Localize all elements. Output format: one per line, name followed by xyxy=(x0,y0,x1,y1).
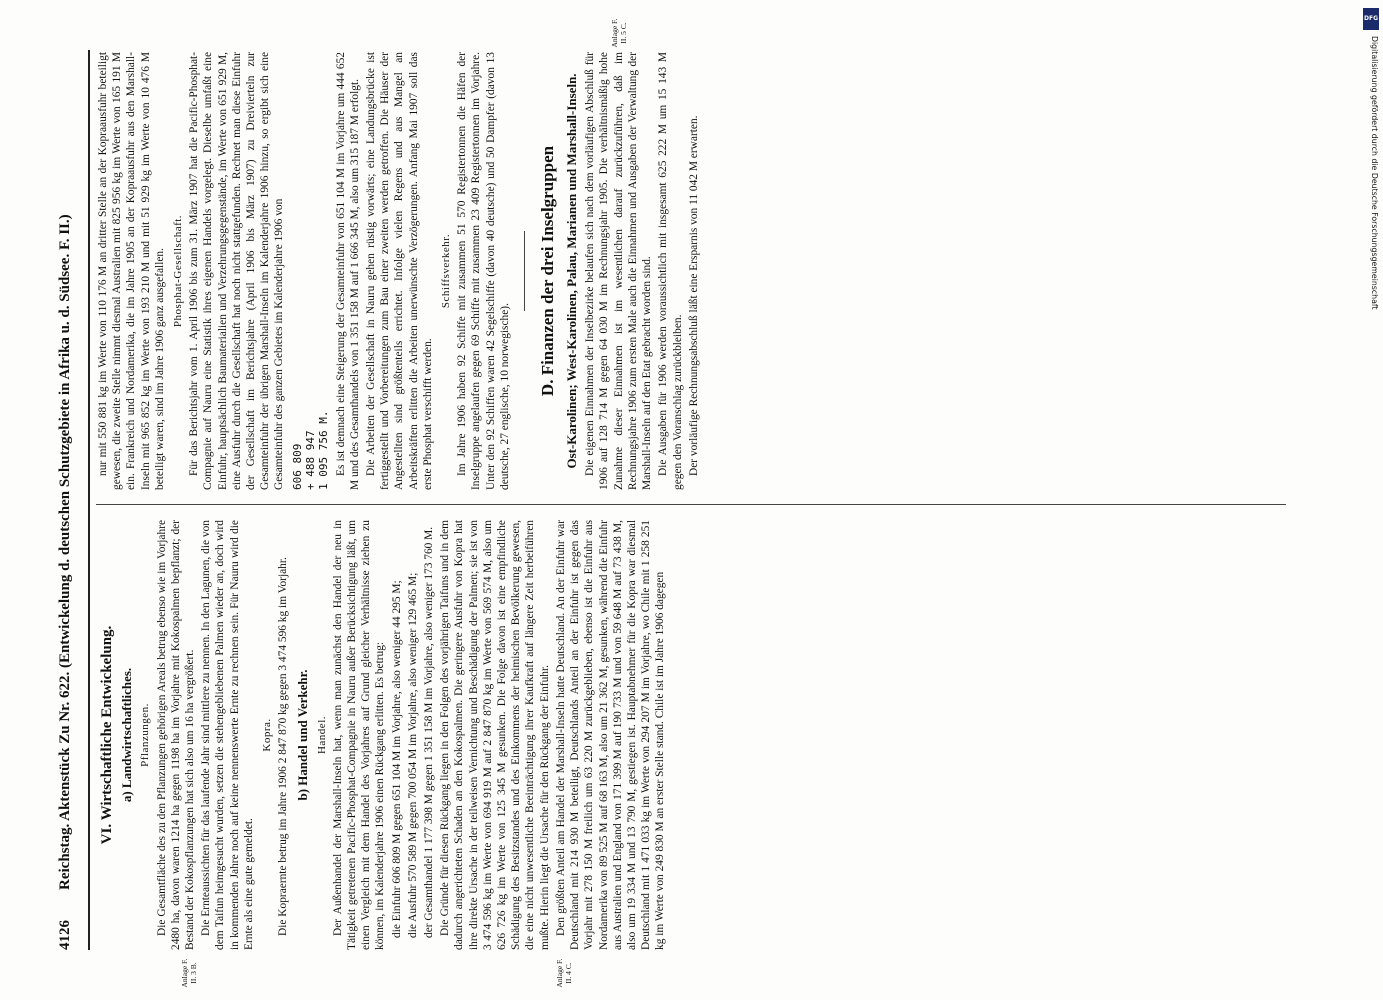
list-item: die Einfuhr 606 809 M gegen 651 104 M im Vorjahre, also weniger 44 295 M; xyxy=(390,580,403,938)
section-title: VI. Wirtschaftliche Entwickelung. xyxy=(99,625,115,845)
left-column xyxy=(96,520,670,950)
paragraph: Die Gesamtfläche des zu den Pflanzungen gehörigen Areals betrug ebenso wie im Vorjahre 2480 ha, davon waren 1214 ha gegen 1198 ha im Vorjahre mit Kokospalmen bepflanzt; der Bestand der Kokospflanzungen hat sich also um 16 ha vergrößert. xyxy=(155,520,197,950)
subsection-a: a) Landwirtschaftliches. xyxy=(119,667,135,803)
dfg-logo: DFG xyxy=(1363,8,1379,30)
paragraph: Den größten Anteil am Handel der Marshall-Inseln hatte Deutschland. An der Einfuhr war Deutschland mit 214 930 M beteiligt, Deutschlands Anteil an der Einfuhr ist gegen das Vorjahr mit 278 150 M freilich um 63 220 M zurückgeblieben, ebenso ist die Einfuhr aus Nordamerika von 89 525 M auf 68 163 M, also um 21 362 M, gesunken, während die Einfuhr aus Australien und England von 171 399 M auf 190 733 M und von 59 648 M auf 73 438 M, also um 19 334 M und 13 790 M, gestiegen ist. Hauptabnehmer für die Kopra war diesmal Deutschland mit 1 471 033 kg im Werte von 294 207 M im Vorjahre, wo Chile mit 1 258 251 kg im Werte von 249 830 M an erster Stelle stand. Chile ist im Jahre 1906 dagegen xyxy=(554,520,667,950)
paragraph: Der vorläufige Rechnungsabschluß läßt eine Ersparnis von 11 042 M erwarten. xyxy=(687,115,700,476)
heading-phosphat: Phosphat-Gesellschaft. xyxy=(172,214,185,328)
list-item: der Gesamthandel 1 177 398 M gegen 1 351 158 M im Vorjahre, also weniger 173 760 M. xyxy=(423,526,436,938)
page-number: 4126 xyxy=(57,920,73,950)
calc-value-a: 606 809 xyxy=(290,443,304,490)
paragraph: Die Ernteaussichten für das laufende Jahr sind mittlere zu nennen. In den Lagunen, die von dem Taifun heimgesucht wurden, setzen die stehengebliebenen Palmen wieder an, doch wird in kommenden Jahre noch auf keine nennenswerte Ernte zu rechnen sein. Für Nauru wird die Ernte als eine gute gemeldet. xyxy=(200,520,255,950)
heading-pflanzungen: Pflanzungen. xyxy=(139,703,152,767)
subsection-b: b) Handel und Verkehr. xyxy=(295,669,311,801)
calc-sum: 1 095 756 M. xyxy=(316,410,330,490)
calc-value-b: + 488 947 xyxy=(303,430,317,490)
rotated-sheet xyxy=(50,18,1330,988)
running-title: Reichstag. Aktenstück Zu Nr. 622. (Entwickelung d. deutschen Schutzgebiete in Afrika u. d. Südsee. F. II.) xyxy=(57,214,73,890)
paragraph: Der Außenhandel der Marshall-Inseln hat, wenn man zunächst den Handel der neu in Tätigkeit getretenen Pacific-Phosphat-Compagnie in Nauru außer Berücksichtigung läßt, um einen Vergleich mit dem Handel des Vorjahres auf Grund gleicher Verhältnisse ziehen zu können, im Kalenderjahre 1906 einen Rückgang erlitten. Es betrug: xyxy=(331,520,387,950)
section-d-subtitle: Ost-Karolinen; West-Karolinen, Palau, Marianen und Marshall-Inseln. xyxy=(564,73,580,469)
dfg-credit-text: Digitalisierung gefördert durch die Deutsche Forschungsgemeinschaft xyxy=(1370,36,1379,310)
margin-note-anlage-1: Anlage F. II. 3 B. xyxy=(180,958,198,988)
header-rule xyxy=(88,50,90,950)
paragraph: Die Ausgaben für 1906 werden voraussichtlich mit insgesamt 625 222 M um 15 143 M gegen den Voranschlag zurückbleiben. xyxy=(657,52,684,490)
margin-note-anlage-2: Anlage F. II. 4 C. xyxy=(555,958,573,988)
right-column xyxy=(96,52,703,490)
page-header xyxy=(50,50,84,950)
paragraph: Im Jahre 1906 haben 92 Schiffe mit zusammen 51 570 Registertonnen die Häfen der Inselgruppe angelaufen gegen 69 Schiffe mit zusammen 23 409 Registertonnen im Vorjahre. Unter den 92 Schiffen waren 42 Segelschiffe (davon 40 deutsche) und 50 Dampfer (davon 13 deutsche, 27 englische, 10 norwegische). xyxy=(456,52,511,490)
paragraph: Es ist demnach eine Steigerung der Gesamteinfuhr von 651 104 M im Vorjahre um 444 652 M und des Gesamthandels von 1 351 158 M auf 1 666 345 M, also um 315 187 M erfolgt. xyxy=(334,52,361,490)
list-item: die Ausfuhr 570 589 M gegen 700 054 M im Vorjahre, also weniger 129 465 M; xyxy=(406,572,419,938)
paragraph: Die Gründe für diesen Rückgang liegen in den Folgen des vorjährigen Taifuns und in dem dadurch angerichteten Schaden an den Kokospalmen. Die geringere Ausfuhr von Kopra hat ihre direkte Ursache in der teilweisen Vernichtung und Beschädigung der Palmen; sie ist von 3 474 596 kg im Werte von 694 919 M auf 2 847 870 kg im Werte von 569 574 M, also um 626 726 kg im Werte von 125 345 M gesunken. Die Folge davon ist eine empfindliche Schädigung des Besitzstandes und des Einkommens der heimischen Bevölkerung gewesen, die eine nicht unwesentliche Beeinträchtigung ihrer Kaufkraft auf längere Zeit herbeiführen mußte. Hierin liegt die Ursache für den Rückgang der Einfuhr. xyxy=(439,520,551,950)
paragraph: Die Arbeiten der Gesellschaft in Nauru gehen rüstig vorwärts; eine Landungsbrücke ist fertiggestellt und Vorbereitungen zum Bau einer zweiten werden getroffen. Die Häuser der Angestellten sind größtenteils errichtet. Infolge vielen Regens und aus Mangel an Arbeitskräften erlitten die Arbeiten unerwünschte Verzögerungen. Anfang Mai 1907 soll das erste Phosphat verschifft werden. xyxy=(365,52,434,490)
margin-note-anlage-3: Anlage F. II. 5 C. xyxy=(610,18,628,48)
calculation-block xyxy=(291,52,330,490)
column-divider xyxy=(96,504,1286,505)
paragraph: nur mit 550 881 kg im Werte von 110 176 M an dritter Stelle an der Kopraausfuhr beteiligt gewesen, die zweite Stelle nimmt diesmal Australien mit 825 956 kg im Werte von 165 191 M ein. Frankreich und Nordamerika, die im Jahre 1905 an der Kopraausfuhr aus den Marshall-Inseln mit 965 852 kg im Werte von 193 210 M und mit 51 929 kg im Werte von 10 476 M beteiligt waren, sind im Jahre 1906 ganz ausgefallen. xyxy=(97,52,166,490)
section-d-title: D. Finanzen der drei Inselgruppen xyxy=(538,145,558,397)
heading-handel: Handel. xyxy=(315,716,328,755)
dfg-credit xyxy=(1363,8,1379,998)
paragraph: Die eigenen Einnahmen der Inselbezirke belaufen sich nach dem vorläufigen Abschluß für 1906 auf 128 714 M gegen 64 030 M im Rechnungsjahr 1905. Die verhältnismäßig hohe Zunahme dieser Einnahmen ist im wesentlichen darauf zurückzuführen, daß im Rechnungsjahre 1906 zum ersten Male auch die Einnahmen und Ausgaben der Verwaltung der Marshall-Inseln auf den Etat gebracht worden sind. xyxy=(584,52,654,490)
heading-schiffsverkehr: Schiffsverkehr. xyxy=(440,233,453,309)
paragraph: Die Kopraernte betrug im Jahre 1906 2 847 870 kg gegen 3 474 596 kg im Vorjahr. xyxy=(277,557,290,936)
section-divider xyxy=(524,231,525,311)
paragraph: Für das Berichtsjahr vom 1. April 1906 bis zum 31. März 1907 hat die Pacific-Phosphat-Compagnie auf Nauru eine Statistik ihres eigenen Handels vorgelegt. Dieselbe umfaßt eine Einfuhr, hauptsächlich Baumaterialien und Verzehrungsgegenstände, im Werte von 651 929 M, eine Ausfuhr durch die Gesellschaft hat noch nicht stattgefunden. Rechnet man diese Einfuhr der Gesellschaft im Berichtsjahre (April 1906 bis März 1907) zu Dreivierteln zur Gesamteinfuhr der übrigen Marshall-Inseln im Kalenderjahre 1906 hinzu, so ergibt sich eine Gesamteinfuhr des ganzen Gebietes im Kalenderjahre 1906 von xyxy=(188,52,286,490)
heading-kopra: Kopra. xyxy=(261,718,274,752)
